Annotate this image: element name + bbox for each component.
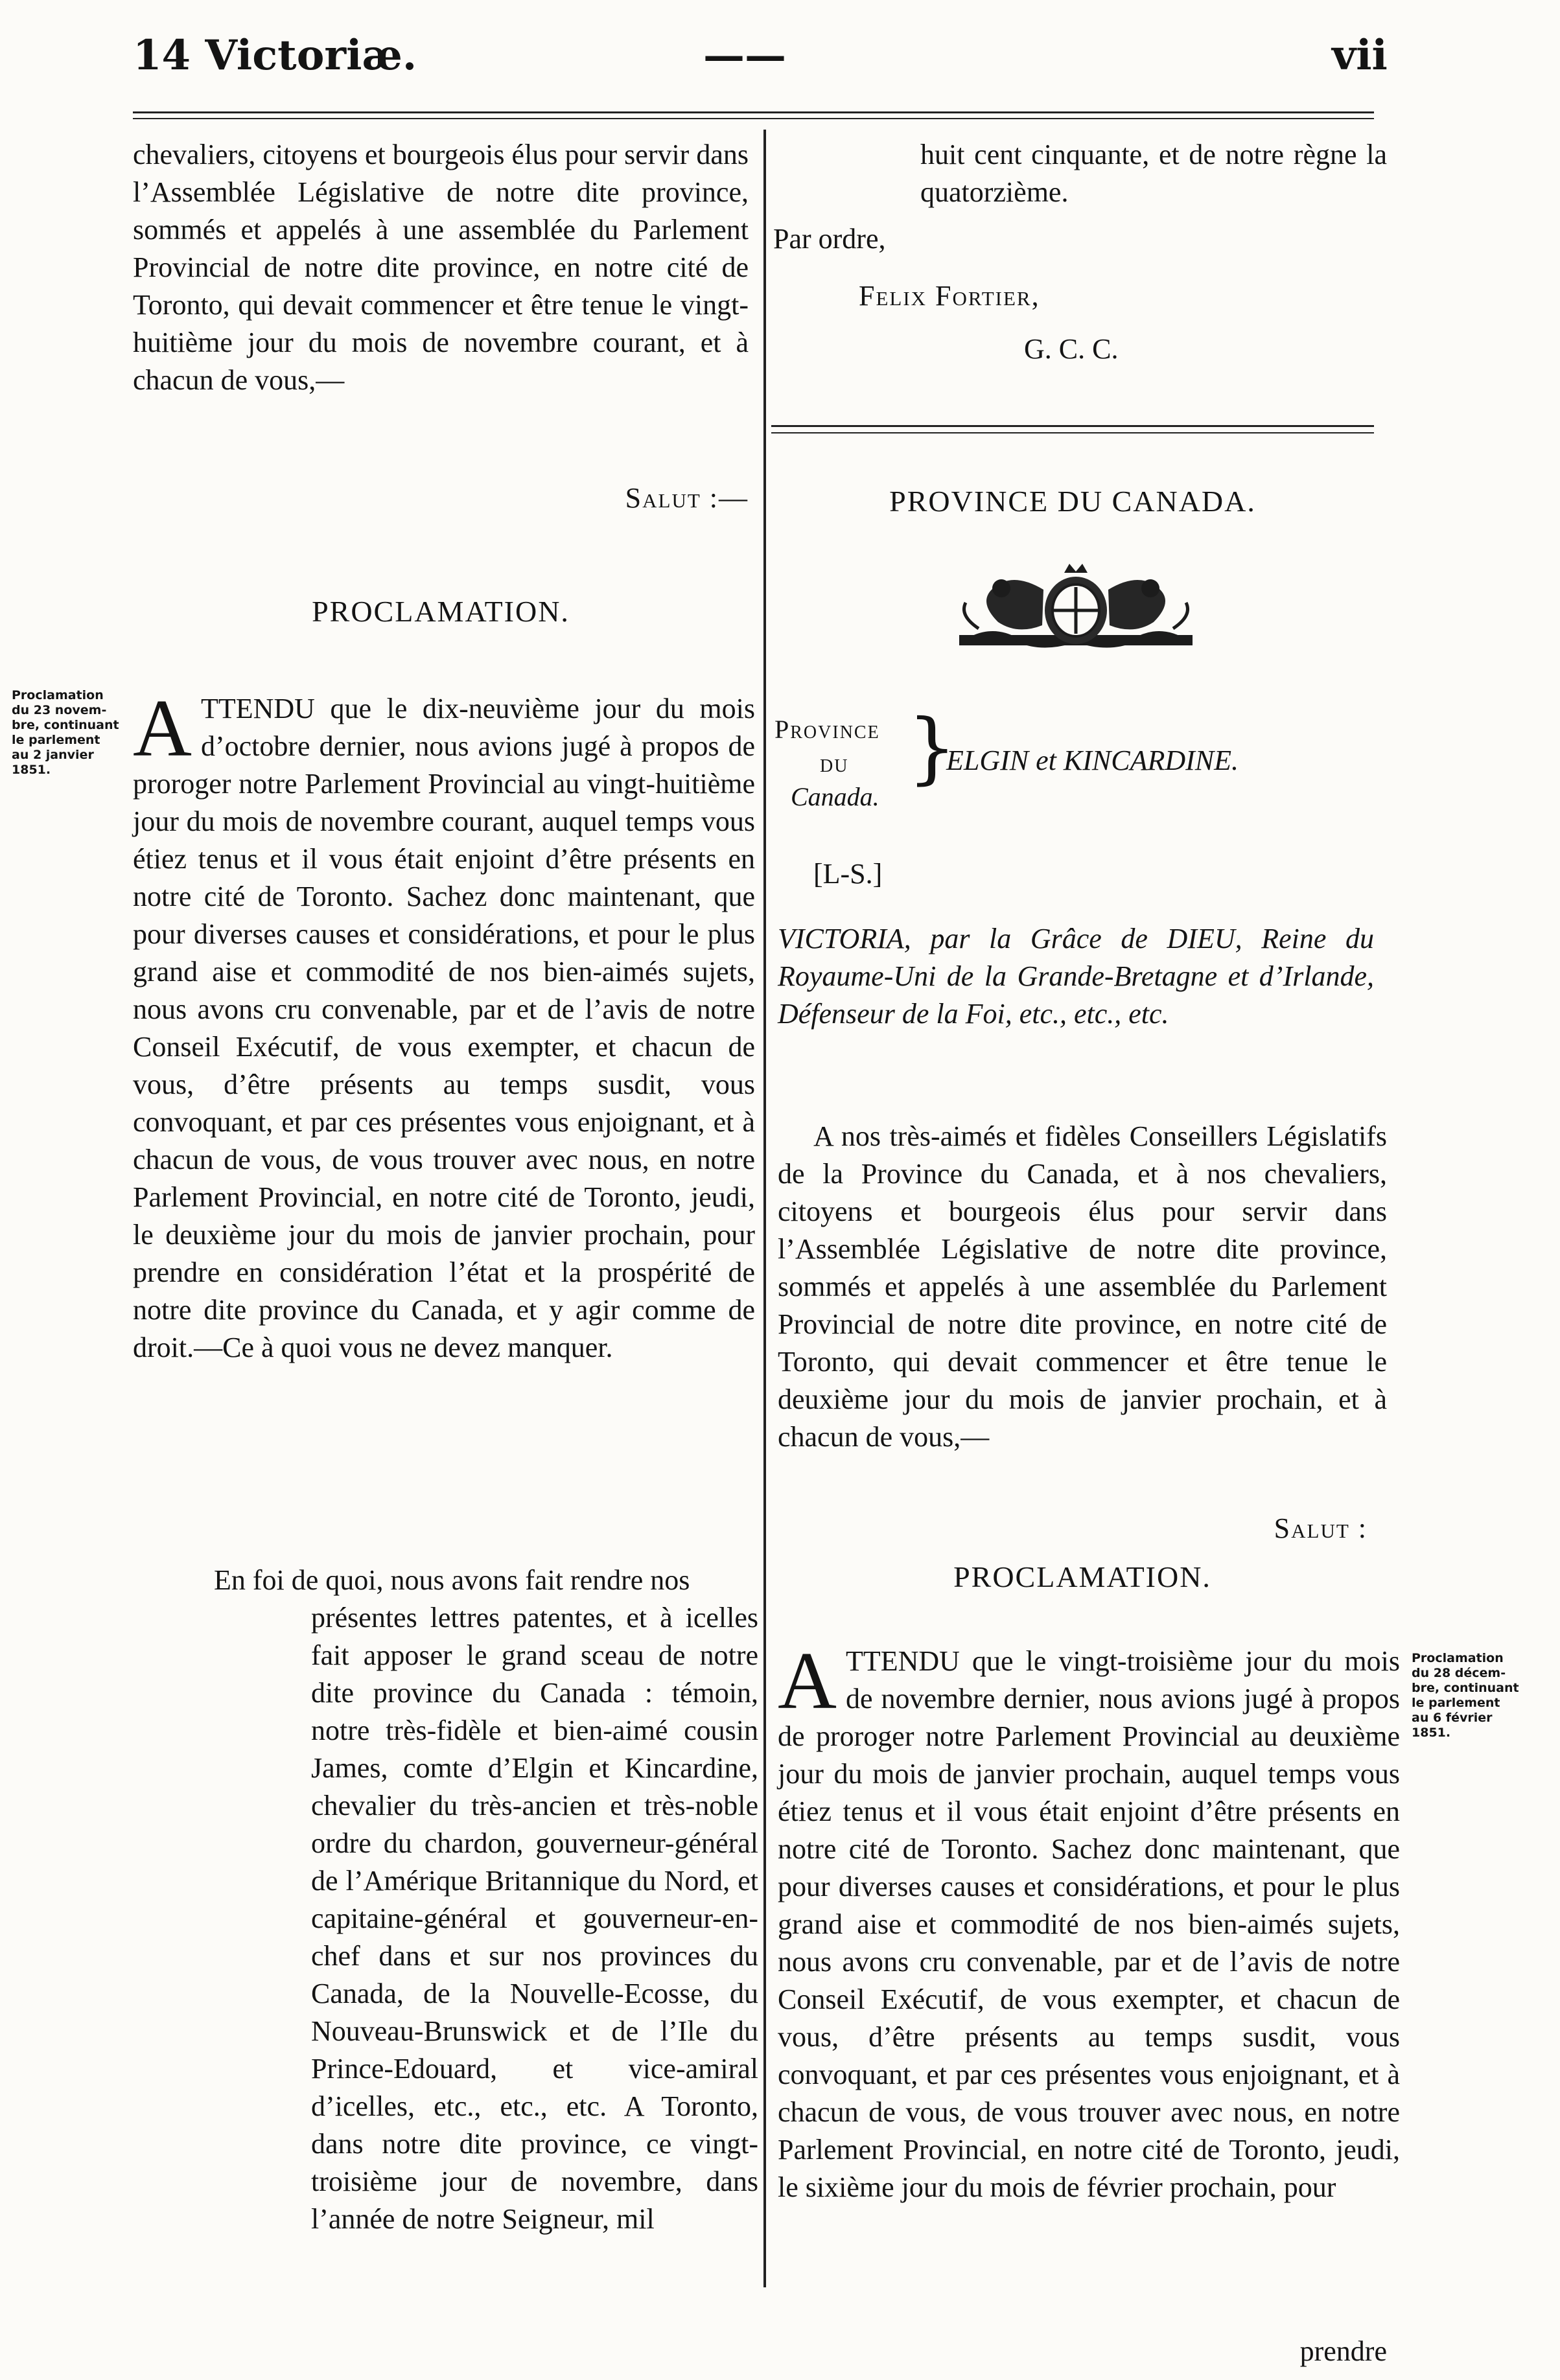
right-proclamation-title: PROCLAMATION. bbox=[953, 1560, 1211, 1593]
page-number: vii bbox=[1332, 31, 1388, 80]
left-dropcap: A bbox=[133, 684, 192, 774]
left-salut: Salut :— bbox=[625, 482, 749, 514]
province-label-line-1: Province bbox=[774, 715, 880, 744]
province-heading: PROVINCE DU CANADA. bbox=[889, 485, 1256, 518]
left-body-text: TTENDU que le dix-neuvième jour du mois d’octobre dernier, nous avions jugé à propos de proroger notre Parlement Provincial au vingt-huitième jour du mois de novembre courant, auquel temps vous étiez tenus et il vous était enjoint d’être présents en notre cité de Toronto. Sachez donc maintenant, que pour diverses causes et considérations, et pour le plus grand aise et commodité de nos bien-aimés sujets, nous avons cru convenable, par et de l’avis de notre Conseil Exécutif, de vous exempter, et chacun de vous, d’être présents au temps susdit, vous convoquant, et par ces présentes vous enjoignant, et à chacun de vous, de vous trouver avec nous, en notre Parlement Provincial, en notre cité de Toronto, jeudi, le deuxième jour du mois de janvier prochain, pour prendre en considération l’état et la prospérité de notre dite province du Canada, et y agir comme de droit.—Ce à quoi vous ne devez manquer. bbox=[133, 693, 755, 1363]
running-head-dash: —— bbox=[703, 31, 786, 80]
section-rule-secondary bbox=[771, 432, 1374, 433]
left-en-foi-lead: En foi de quoi, nous avons fait rendre nos bbox=[214, 1564, 690, 1596]
left-proclamation-body bbox=[133, 684, 755, 1367]
victoria-titles: VICTORIA, par la Grâce de DIEU, Reine du Royaume-Uni de la Grande-Bretagne et d’Irlande, Défenseur de la Foi, etc., etc., etc. bbox=[778, 923, 1374, 1030]
catchword: prendre bbox=[1299, 2335, 1387, 2367]
right-address: A nos très-aimés et fidèles Conseillers Législatifs de la Province du Canada, et à nos chevaliers, citoyens et bourgeois élus pour servir dans l’Assemblée Législative de notre dite province, sommés et appelés à une assemblée du Parlement Provincial de notre dite province, en notre cité de Toronto, qui devait commencer et être tenue le deuxième jour du mois de janvier prochain, et à chacun de vous,— bbox=[778, 1120, 1387, 1453]
right-continuation: huit cent cinquante, et de notre règne la quatorzième. bbox=[920, 139, 1387, 208]
par-ordre: Par ordre, bbox=[773, 223, 886, 255]
running-head-title: 14 Victoriæ. bbox=[133, 31, 417, 80]
coat-of-arms-icon bbox=[940, 564, 1212, 661]
elgin-kincardine: ELGIN et KINCARDINE. bbox=[946, 745, 1239, 776]
left-proclamation-title: PROCLAMATION. bbox=[312, 595, 570, 628]
province-label-line-2: du bbox=[820, 748, 849, 778]
left-en-foi-body: présentes lettres patentes, et à icelles fait apposer le grand sceau de notre dite province du Canada : témoin, notre très-fidèle et bien-aimé cousin James, comte d’Elgin et Kincardine, chevalier du très-ancien et très-noble ordre du chardon, gouverneur-général de l’Amérique Britannique du Nord, et capitaine-général et gouverneur-en-chef dans et sur nos provinces du Canada, de la Nouvelle-Ecosse, du Nouveau-Brunswick et de l’Ile du Prince-Edouard, et vice-amiral d’icelles, etc., etc., etc. A Toronto, dans notre dite province, ce vingt-troisième jour de novembre, dans l’année de notre Seigneur, mil bbox=[311, 1602, 758, 2235]
right-margin-note: Proclamation du 28 décem- bre, continuant le parlement au 6 février 1851. bbox=[1412, 1651, 1519, 1740]
column-divider bbox=[763, 130, 766, 2287]
province-label-line-3: Canada. bbox=[791, 782, 879, 811]
right-salut: Salut : bbox=[1274, 1512, 1368, 1544]
signatory-title: G. C. C. bbox=[1024, 333, 1119, 365]
right-dropcap: A bbox=[778, 1636, 837, 1726]
right-proclamation-body bbox=[778, 1636, 1400, 2206]
seal-ls: [L-S.] bbox=[813, 858, 883, 890]
header-rule bbox=[133, 111, 1374, 113]
left-margin-note: Proclamation du 23 novem- bre, continuant le parlement au 2 janvier 1851. bbox=[12, 688, 119, 777]
left-intro bbox=[133, 136, 749, 399]
header-rule-secondary bbox=[133, 118, 1374, 119]
left-intro-text: chevaliers, citoyens et bourgeois élus pour servir dans l’Assemblée Législative de notre dite province, sommés et appelés à une assemblée du Parlement Provincial de notre dite province, en notre cité de Toronto, qui devait commencer et être tenue le vingt-huitième jour du mois de novembre courant, et à chacun de vous,— bbox=[133, 139, 749, 396]
signatory-name: Felix Fortier, bbox=[859, 280, 1040, 312]
right-body-text: TTENDU que le vingt-troisième jour du mois de novembre dernier, nous avions jugé à propos de proroger notre Parlement Provincial au deuxième jour du mois de janvier prochain, auquel temps vous étiez tenus et il vous était enjoint d’être présents en notre cité de Toronto. Sachez donc maintenant, que pour diverses causes et considérations, et pour le plus grand aise et commodité de nos bien-aimés sujets, nous avons cru convenable, par et de l’avis de notre Conseil Exécutif, de vous exempter, et chacun de vous, d’être présents au temps susdit, vous convoquant, et par ces présentes vous enjoignant, et à chacun de vous, de vous trouver avec nous, en notre Parlement Provincial, en notre cité de Toronto, jeudi, le sixième jour du mois de février prochain, pour bbox=[778, 1645, 1400, 2203]
section-rule bbox=[771, 425, 1374, 427]
brace-icon: } bbox=[907, 703, 957, 793]
